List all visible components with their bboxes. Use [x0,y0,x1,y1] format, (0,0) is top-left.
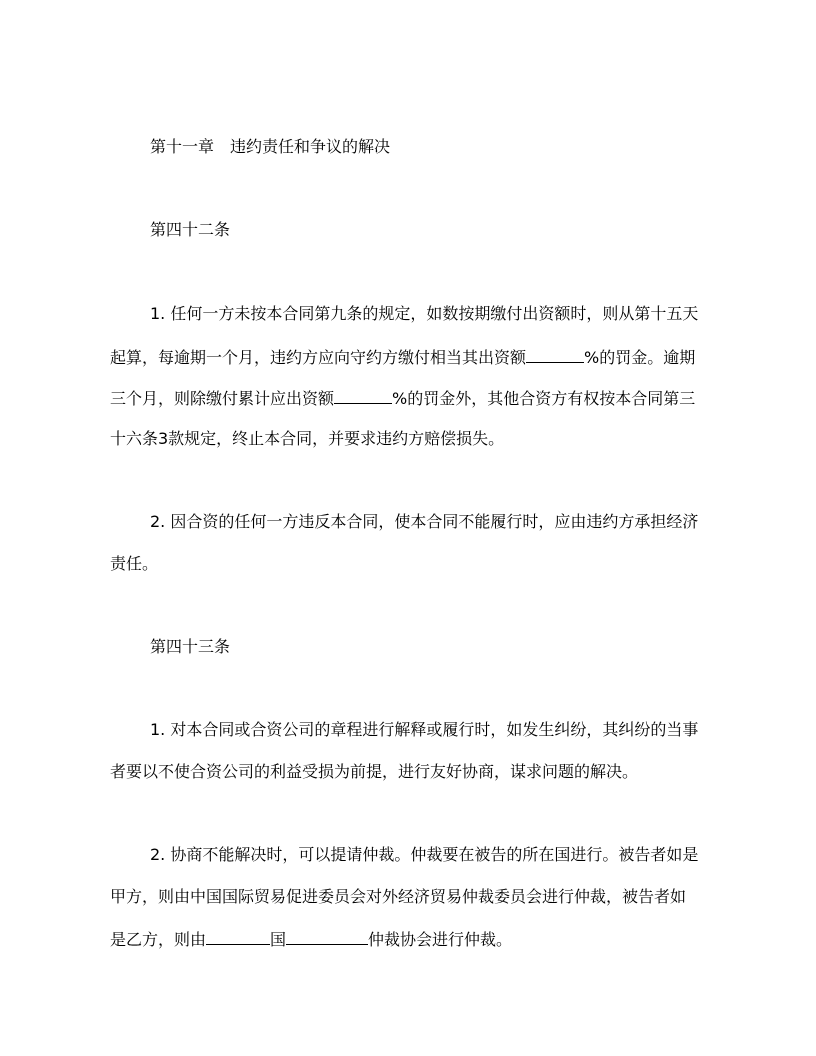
article-43-p2-line-1: 2. 协商不能解决时，可以提请仲裁。仲裁要在被告的所在国进行。被告者如是 [150,845,699,864]
article-42-p2-line-1: 2. 因合资的任何一方违反本合同，使本合同不能履行时，应由违约方承担经济 [150,512,699,531]
article-43-p2-line-3-text-c: 仲裁协会进行仲裁。 [368,930,513,949]
article-42-p1-line-4: 十六条3款规定，终止本合同，并要求违约方赔偿损失。 [110,429,505,448]
article-43-p2-line-3-text-b: 国 [270,930,287,949]
arbitration-body-blank [286,930,368,945]
article-42-p1-line-2 [110,348,695,366]
article-42-heading: 第四十二条 [150,220,231,239]
penalty-rate-blank-1 [526,348,584,363]
article-42-p1-line-2-text-a: 起算，每逾期一个月，违约方应向守约方缴付相当其出资额 [110,348,527,367]
country-blank [206,930,270,945]
penalty-rate-blank-2 [334,389,392,404]
article-42-p1-line-3-text-a: 三个月，则除缴付累计应出资额 [110,389,335,408]
article-42-p1-line-3 [110,389,695,407]
article-42-p1-line-1: 1. 任何一方未按本合同第九条的规定，如数按期缴付出资额时，则从第十五天 [150,304,699,323]
article-43-p2-line-2: 甲方，则由中国国际贸易促进委员会对外经济贸易仲裁委员会进行仲裁，被告者如 [110,887,687,906]
article-43-p2-line-3-text-a: 是乙方，则由 [110,930,207,949]
article-42-p1-line-3-text-b: %的罚金外，其他合资方有权按本合同第三 [392,389,696,408]
article-42-p2-line-2: 责任。 [110,554,159,573]
article-43-p2-line-3 [110,930,512,948]
article-43-heading: 第四十三条 [150,637,231,656]
chapter-title: 第十一章 违约责任和争议的解决 [150,137,391,156]
article-42-p1-line-2-text-b: %的罚金。逾期 [584,348,696,367]
article-43-p1-line-2: 者要以不使合资公司的利益受损为前提，进行友好协商，谋求问题的解决。 [110,762,639,781]
article-43-p1-line-1: 1. 对本合同或合资公司的章程进行解释或履行时，如发生纠纷，其纠纷的当事 [150,720,699,739]
